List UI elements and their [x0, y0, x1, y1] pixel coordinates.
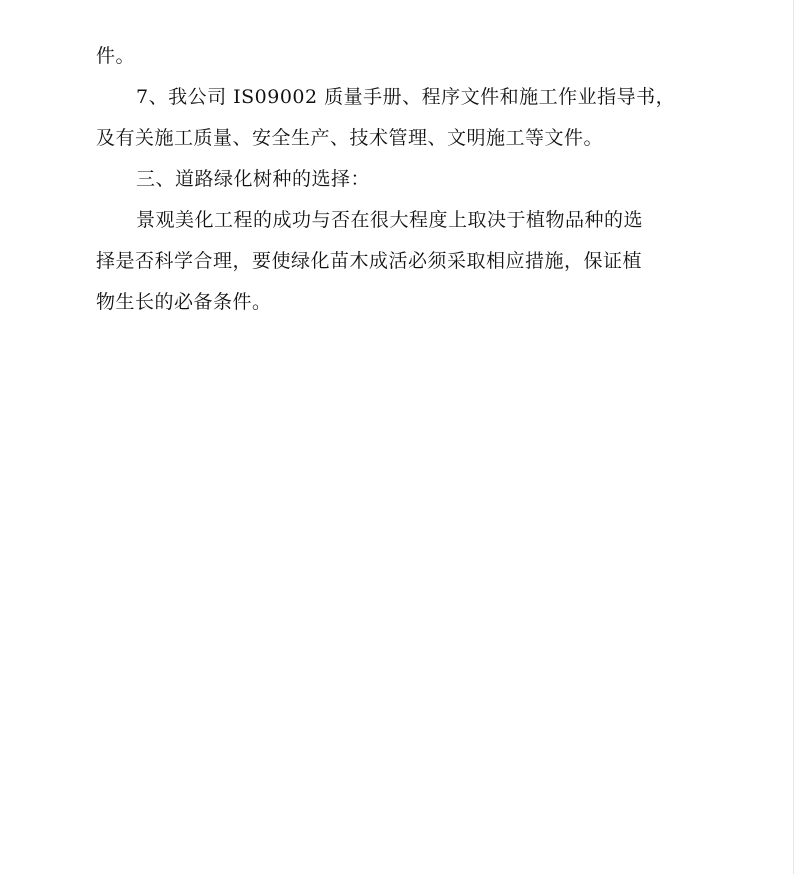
section-heading: 三、道路绿化树种的选择：	[136, 168, 371, 190]
document-body	[96, 36, 706, 323]
text-line-item-7: 7、我公司 IS09002 质量手册、程序文件和施工作业指导书，	[136, 86, 676, 108]
paragraph-line-2: 择是否科学合理，要使绿化苗木成活必须采取相应措施，保证植	[96, 250, 643, 272]
text-line-continuation: 件。	[96, 45, 136, 67]
paragraph-line-1: 景观美化工程的成功与否在很大程度上取决于植物品种的选	[136, 209, 644, 231]
paragraph-line-3: 物生长的必备条件。	[96, 291, 272, 313]
text-line-item-7-cont: 及有关施工质量、安全生产、技术管理、文明施工等文件。	[96, 127, 604, 149]
